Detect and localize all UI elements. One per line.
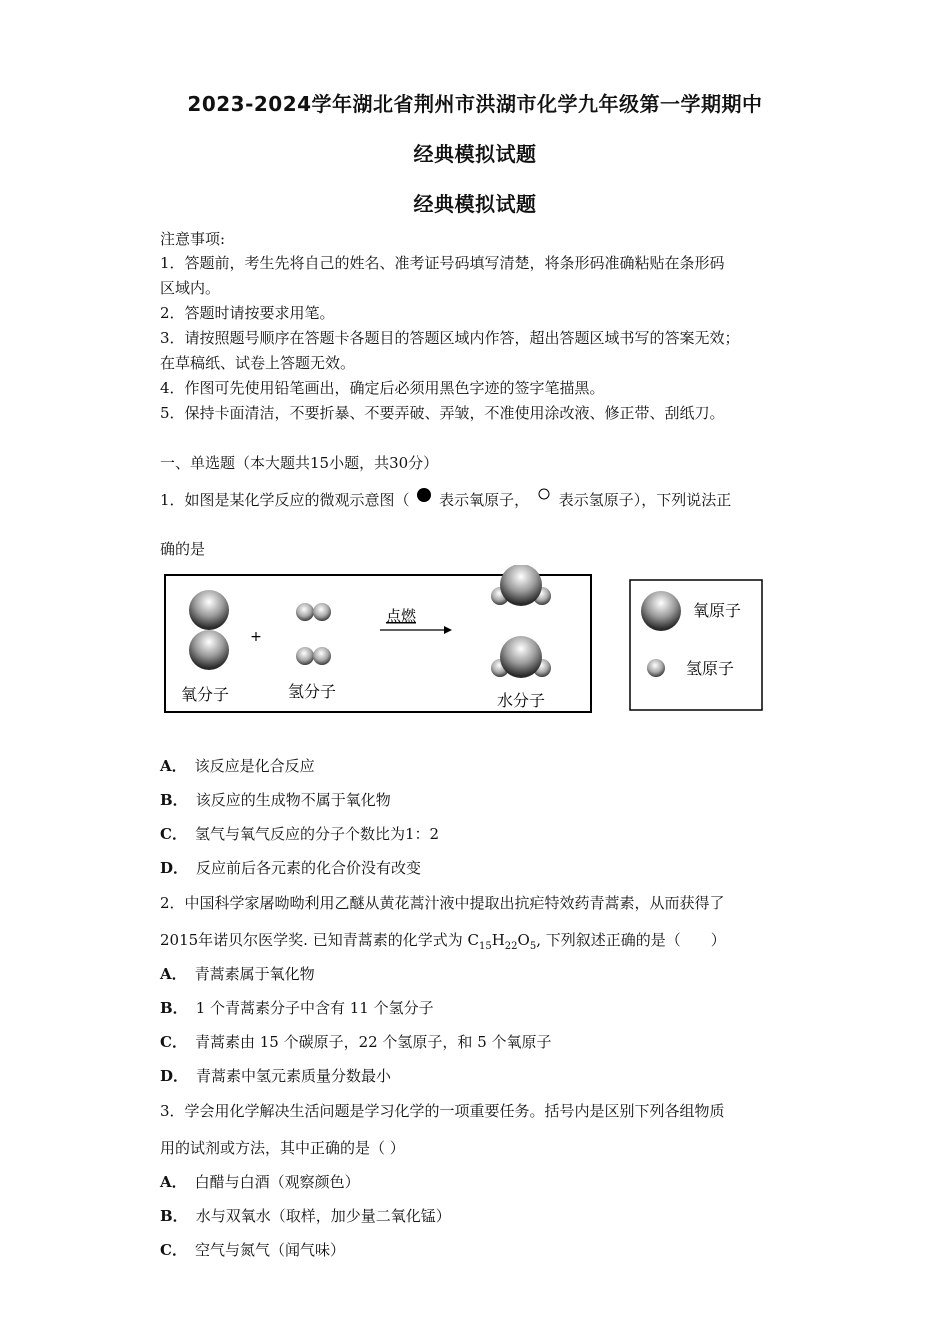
option-key: A． [160,757,187,775]
option-text: 水与双氧水（取样，加少量二氧化锰） [195,1207,451,1225]
q3-stem: 3．学会用化学解决生活问题是学习化学的一项重要任务。括号内是区别下列各组物质 [160,1102,725,1120]
option-key: B． [160,999,188,1017]
q3-stem-cont: 用的试剂或方法，其中正确的是（ ） [160,1139,405,1157]
legend-hydrogen-label: 氢原子 [685,659,735,678]
formula-c-count: 15 [478,941,492,952]
section-heading: 一、单选题（本大题共15小题，共30分） [160,454,439,472]
water-molecule-label: 水分子 [496,691,546,710]
option-text: 白醋与白酒（观察颜色） [194,1173,360,1191]
hydrogen-atom-icon [534,488,554,514]
notice-heading: 注意事项: [160,230,226,248]
notice-item-3: 3．请按照题号顺序在答题卡各题目的答题区域内作答，超出答题区域书写的答案无效； [160,329,740,347]
q2-option-d[interactable] [160,1065,391,1086]
notice-item-3-cont: 在草稿纸、试卷上答题无效。 [160,354,356,372]
oxygen-atom [500,565,542,606]
option-key: C． [160,825,187,843]
q2-option-c[interactable] [160,1031,552,1052]
hydrogen-atom [313,647,331,665]
oxygen-atom-icon [414,488,434,514]
hydrogen-atom [296,603,314,621]
notice-item-4: 4．作图可先使用铅笔画出，确定后必须用黑色字迹的签字笔描黑。 [160,379,605,397]
formula-c: C [467,931,479,949]
formula-h: H [491,931,505,949]
q1-option-b[interactable] [160,789,391,810]
notice-item-1-cont: 区域内。 [160,279,221,297]
option-text: 该反应是化合反应 [194,757,315,775]
option-text: 氢气与氧气反应的分子个数比为1：2 [194,825,440,843]
legend-oxygen-label: 氧原子 [692,601,742,620]
oxygen-molecule-label: 氧分子 [180,685,230,704]
hydrogen-atom [296,647,314,665]
page-subtitle: 经典模拟试题 [413,142,537,166]
q1-option-a[interactable] [160,755,315,776]
q1-stem-part3: 表示氢原子），下列说法正 [558,491,732,509]
notice-item-1: 1．答题前，考生先将自己的姓名、准考证号码填写清楚，将条形码准确粘贴在条形码 [160,254,725,272]
reaction-diagram [150,565,780,725]
formula-h-count: 22 [504,941,518,952]
hydrogen-molecule-label: 氢分子 [287,682,337,701]
hydrogen-atom [313,603,331,621]
option-key: A． [160,965,187,983]
oxygen-atom [189,630,229,670]
option-text: 1 个青蒿素分子中含有 11 个氢分子 [195,999,434,1017]
q1-stem-part2: 表示氧原子， [439,491,530,509]
notice-item-2: 2．答题时请按要求用笔。 [160,304,335,322]
oxygen-atom [189,590,229,630]
option-key: C． [160,1241,187,1259]
q1-stem-part1: 1．如图是某化学反应的微观示意图（ [160,491,410,509]
option-text: 反应前后各元素的化合价没有改变 [196,859,422,877]
q2-option-b[interactable] [160,997,434,1018]
option-key: A． [160,1173,187,1191]
q2-stem: 2．中国科学家屠呦呦利用乙醚从黄花蒿汁液中提取出抗疟特效药青蒿素，从而获得了 [160,894,725,912]
notice-item-5: 5．保持卡面清洁，不要折暴、不要弄破、弄皱，不准使用涂改液、修正带、刮纸刀。 [160,404,725,422]
q2-option-a[interactable] [160,963,315,984]
formula-o: O [517,931,530,949]
page-subtitle-repeat: 经典模拟试题 [413,192,537,216]
q1-stem [160,488,731,514]
option-text: 空气与氮气（闻气味） [194,1241,345,1259]
q3-option-c[interactable] [160,1239,345,1260]
option-key: D． [160,1067,189,1085]
q2-stem-prefix: 2015年诺贝尔医学奖. 已知青蒿素的化学式为 [160,931,468,949]
option-key: C． [160,1033,187,1051]
q1-stem-cont: 确的是 [160,540,206,558]
q3-option-a[interactable] [160,1171,360,1192]
option-key: B． [160,791,188,809]
page-title: 2023-2024学年湖北省荆州市洪湖市化学九年级第一学期期中 [187,92,763,116]
legend-oxygen-atom [641,591,681,631]
q3-option-b[interactable] [160,1205,451,1226]
reaction-condition: 点燃 [385,607,417,625]
q2-stem-suffix: , 下列叙述正确的是（ ） [536,931,726,949]
formula-o-count: 5 [529,941,537,952]
option-text: 青蒿素中氢元素质量分数最小 [196,1067,392,1085]
option-text: 青蒿素由 15 个碳原子，22 个氢原子，和 5 个氧原子 [194,1033,552,1051]
option-text: 该反应的生成物不属于氧化物 [195,791,391,809]
option-text: 青蒿素属于氧化物 [194,965,315,983]
oxygen-atom [500,636,542,678]
legend-hydrogen-atom [647,659,665,677]
option-key: D． [160,859,189,877]
q1-option-d[interactable] [160,857,421,878]
plus-sign: + [250,629,262,645]
chemical-formula [467,931,537,952]
option-key: B． [160,1207,188,1225]
q2-stem-cont [160,929,726,952]
q1-option-c[interactable] [160,823,439,844]
